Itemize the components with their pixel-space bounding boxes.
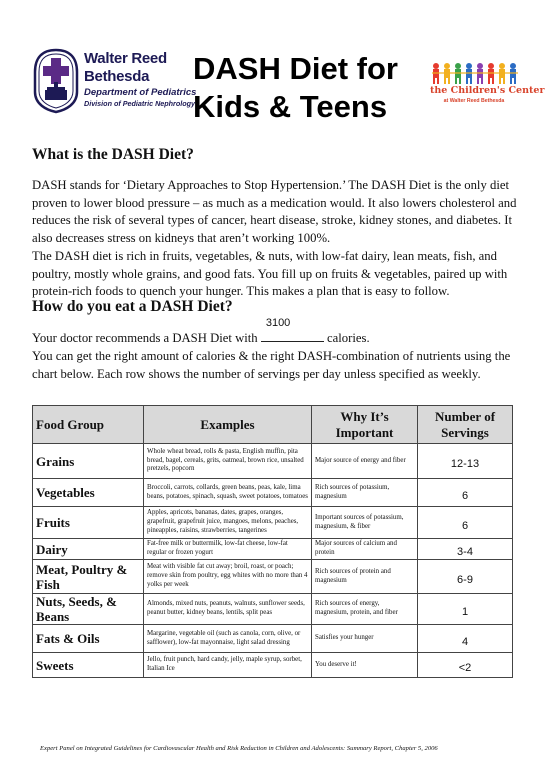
food-group-cell: Sweets bbox=[33, 653, 144, 678]
table-row bbox=[33, 479, 513, 507]
table-row bbox=[33, 560, 513, 594]
food-group-cell: Fats & Oils bbox=[33, 625, 144, 653]
header-servings: Number of Servings bbox=[418, 406, 513, 444]
header-food-group: Food Group bbox=[33, 406, 144, 444]
table-row bbox=[33, 539, 513, 560]
title-line1: DASH Diet for bbox=[193, 51, 398, 86]
table-row bbox=[33, 507, 513, 539]
servings-cell: 1 bbox=[418, 594, 513, 625]
table-row bbox=[33, 594, 513, 625]
paragraph-dash-rich: The DASH diet is rich in fruits, vegetables, & nuts, with low-fat dairy, lean meats, fish, and poultry, mostly whole grains, and good fats. You fill up on fruits & vegetables, paired up with protein-rich foods to quench your hunger. This makes a plan that is easy to follow. bbox=[32, 249, 508, 299]
childrens-center-logo bbox=[428, 62, 545, 108]
children-figures-icon bbox=[428, 62, 520, 86]
examples-cell: Whole wheat bread, rolls & pasta, English muffin, pita bread, bagel, cereals, grits, oatmeal, brown rice, unsalted pretzels, popcorn bbox=[144, 444, 312, 479]
table-row bbox=[33, 625, 513, 653]
food-group-cell: Dairy bbox=[33, 539, 144, 560]
paragraph-chart-intro: You can get the right amount of calories & the right DASH-combination of nutrients using the chart below. Each row shows the number of servings per day unless specified as weekly. bbox=[32, 349, 511, 381]
food-group-cell: Meat, Poultry & Fish bbox=[33, 560, 144, 594]
food-group-cell: Nuts, Seeds, & Beans bbox=[33, 594, 144, 625]
examples-cell: Meat with visible fat cut away; broil, roast, or poach; remove skin from poultry, egg whites with no more than 4 yolks per week bbox=[144, 560, 312, 594]
table-row bbox=[33, 444, 513, 479]
servings-cell: 3-4 bbox=[418, 539, 513, 560]
calorie-value: 3100 bbox=[265, 317, 291, 329]
servings-cell: 4 bbox=[418, 625, 513, 653]
logo-line3: Department of Pediatrics bbox=[84, 87, 197, 98]
examples-cell: Jello, fruit punch, hard candy, jelly, maple syrup, sorbet, Italian Ice bbox=[144, 653, 312, 678]
servings-cell: <2 bbox=[418, 653, 513, 678]
header-why-important: Why It’s Important bbox=[312, 406, 418, 444]
food-group-cell: Fruits bbox=[33, 507, 144, 539]
walter-reed-seal-icon bbox=[32, 48, 80, 114]
calorie-prefix: Your doctor recommends a DASH Diet with bbox=[32, 331, 261, 345]
why-important-cell: Satisfies your hunger bbox=[312, 625, 418, 653]
why-important-cell: Important sources of potassium, magnesium, & fiber bbox=[312, 507, 418, 539]
section-heading-what: What is the DASH Diet? bbox=[32, 146, 194, 163]
examples-cell: Almonds, mixed nuts, peanuts, walnuts, sunflower seeds, peanut butter, kidney beans, lentils, split peas bbox=[144, 594, 312, 625]
page-title bbox=[193, 50, 423, 126]
footnote: Expert Panel on Integrated Guidelines for Cardiovascular Health and Risk Reduction in Children and Adolescents: Summary Report, Chapter 5, 2006 bbox=[40, 745, 438, 752]
servings-table bbox=[32, 405, 513, 678]
servings-cell: 12-13 bbox=[418, 444, 513, 479]
paragraph-dash-intro: DASH stands for ‘Dietary Approaches to Stop Hypertension.’ The DASH Diet is the only diet proven to lower blood pressure – as much as a medication would. It also lowers cholesterol and reduces the risk of several types of cancer, heart disease, stroke, kidney stones, and diabetes. It also decreases stress on kidneys that aren’t working 100%. bbox=[32, 178, 517, 245]
why-important-cell: Rich sources of potassium, magnesium bbox=[312, 479, 418, 507]
examples-cell: Margarine, vegetable oil (such as canola, corn, olive, or safflower), low-fat mayonnaise, light salad dressing bbox=[144, 625, 312, 653]
calorie-suffix: calories. bbox=[323, 331, 370, 345]
examples-cell: Broccoli, carrots, collards, green beans, peas, kale, lima beans, potatoes, spinach, squash, sweet potatoes, tomatoes bbox=[144, 479, 312, 507]
childrens-center-text: the Children's Center bbox=[430, 85, 545, 96]
food-group-cell: Vegetables bbox=[33, 479, 144, 507]
calorie-recommendation bbox=[32, 317, 370, 346]
table-row bbox=[33, 653, 513, 678]
servings-cell: 6-9 bbox=[418, 560, 513, 594]
examples-cell: Fat-free milk or buttermilk, low-fat cheese, low-fat regular or frozen yogurt bbox=[144, 539, 312, 560]
section-heading-how: How do you eat a DASH Diet? bbox=[32, 298, 233, 315]
why-important-cell: You deserve it! bbox=[312, 653, 418, 678]
walter-reed-logo bbox=[32, 48, 197, 124]
why-important-cell: Rich sources of energy, magnesium, protein, and fiber bbox=[312, 594, 418, 625]
calorie-blank bbox=[261, 317, 324, 342]
servings-cell: 6 bbox=[418, 507, 513, 539]
why-important-cell: Rich sources of protein and magnesium bbox=[312, 560, 418, 594]
title-line2: Kids & Teens bbox=[193, 89, 388, 124]
logo-line1: Walter Reed bbox=[84, 50, 167, 67]
header-examples: Examples bbox=[144, 406, 312, 444]
childrens-center-subtext: at Walter Reed Bethesda bbox=[443, 98, 505, 104]
logo-line4: Division of Pediatric Nephrology bbox=[84, 99, 196, 108]
why-important-cell: Major sources of calcium and protein bbox=[312, 539, 418, 560]
servings-cell: 6 bbox=[418, 479, 513, 507]
food-group-cell: Grains bbox=[33, 444, 144, 479]
examples-cell: Apples, apricots, bananas, dates, grapes, oranges, grapefruit, grapefruit juice, mangoes, melons, peaches, pineapples, raisins, strawberries, tangerines bbox=[144, 507, 312, 539]
logo-line2: Bethesda bbox=[84, 68, 150, 85]
why-important-cell: Major source of energy and fiber bbox=[312, 444, 418, 479]
table-header-row bbox=[33, 406, 513, 444]
